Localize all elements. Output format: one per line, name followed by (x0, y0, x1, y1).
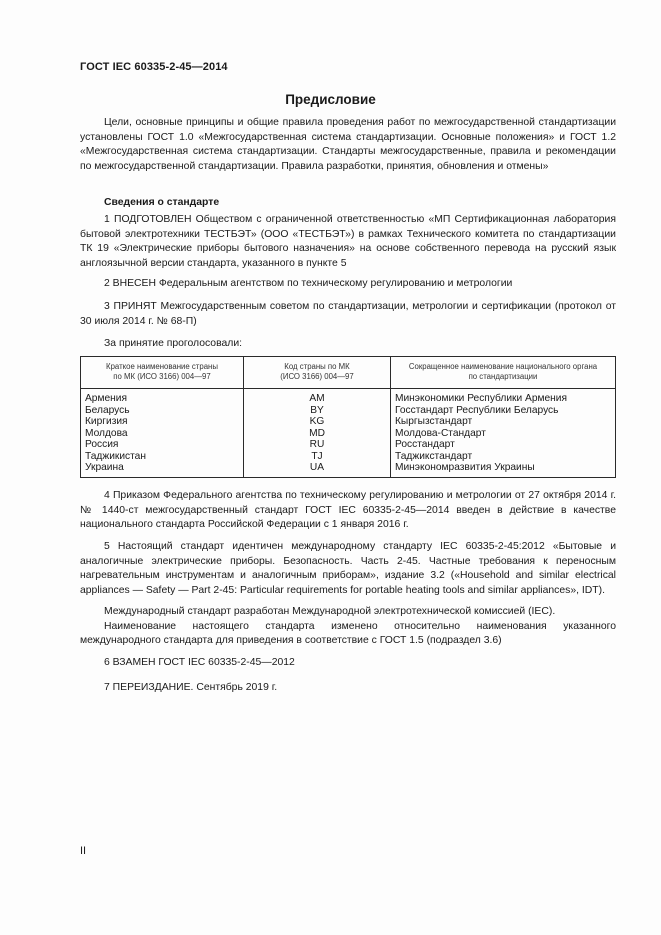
vote-table-wrapper (80, 356, 616, 478)
org-cell: Молдова-Стандарт (391, 428, 616, 440)
country-cell: Армения (81, 389, 244, 405)
section-heading-block (80, 196, 616, 211)
item-7-paragraph: 7 ПЕРЕИЗДАНИЕ. Сентябрь 2019 г. (104, 682, 278, 693)
page-number: II (80, 845, 87, 857)
code-cell: UA (244, 462, 391, 477)
country-cell: Украина (81, 462, 244, 477)
vote-table-header-row (81, 357, 616, 389)
voted-label: За принятие проголосовали: (104, 338, 243, 349)
org-cell: Госстандарт Республики Беларусь (391, 405, 616, 417)
header-code (244, 357, 391, 389)
section-heading: Сведения о стандарте (104, 197, 220, 208)
item-5a-paragraph: Международный стандарт разработан Международной электротехнической комиссией (IEC). (104, 606, 556, 617)
header-country-line-1: Краткое наименование страны (106, 362, 218, 371)
header-country-line-2: по МК (ИСО 3166) 004—97 (113, 372, 211, 381)
intro-paragraph: Цели, основные принципы и общие правила проведения работ по межгосударственной стандартизации установлены ГОСТ 1.0 «Межгосударственная система стандартизации. Основные положения» и ГОСТ 1.2 «Межгосударственная система стандартизации. Стандарты межгосударственные, правила и рекомендации по межгосударственной стандартизации. Правила разработки, принятия, обновления и отмены» (80, 117, 616, 172)
country-cell: Молдова (81, 428, 244, 440)
header-code-line-2: (ИСО 3166) 004—97 (280, 372, 354, 381)
table-row (81, 428, 616, 440)
item-4-block (80, 489, 616, 533)
item-3-block (80, 300, 616, 329)
item-7-block (80, 681, 616, 696)
header-org-line-2: по стандартизации (468, 372, 538, 381)
code-cell: RU (244, 439, 391, 451)
table-row (81, 462, 616, 477)
table-row (81, 439, 616, 451)
item-1-block (80, 213, 616, 271)
code-cell: AM (244, 389, 391, 405)
country-cell: Россия (81, 439, 244, 451)
item-2-paragraph: 2 ВНЕСЕН Федеральным агентством по техническому регулированию и метрологии (104, 278, 513, 289)
code-cell: TJ (244, 451, 391, 463)
header-org-line-1: Сокращенное наименование национального органа (408, 362, 598, 371)
item-4-paragraph: 4 Приказом Федерального агентства по техническому регулированию и метрологии от 27 октября 2014 г. № 1440-ст межгосударственный стандарт ГОСТ IEC 60335-2-45—2014 введен в действие в качестве национального стандарта Российской Федерации с 1 января 2016 г. (80, 490, 616, 531)
voted-block (80, 337, 616, 352)
table-row (81, 451, 616, 463)
table-row (81, 416, 616, 428)
item-6-block (80, 656, 616, 671)
vote-table (80, 356, 616, 478)
code-cell: BY (244, 405, 391, 417)
code-cell: MD (244, 428, 391, 440)
item-2-block (80, 277, 616, 292)
org-cell: Росстандарт (391, 439, 616, 451)
item-5-paragraph: 5 Настоящий стандарт идентичен международному стандарту IEC 60335-2-45:2012 «Бытовые и аналогичные электрические приборы. Безопасность. Часть 2-45. Частные требования к переносным нагревательным инструментам и аналогичным приборам», издание 3.2 («Household and similar electrical appliances — Safety — Part 2-45: Particular requirements for portable heating tools and similar appliances», IDT). (80, 541, 616, 596)
document-code: ГОСТ IEC 60335-2-45—2014 (80, 61, 228, 73)
intro-block (80, 116, 616, 174)
country-cell: Киргизия (81, 416, 244, 428)
item-5-block (80, 540, 616, 598)
item-5b-paragraph: Наименование настоящего стандарта изменено относительно наименования указанного международного стандарта для приведения в соответствие с ГОСТ 1.5 (подраздел 3.6) (80, 620, 616, 647)
header-code-line-1: Код страны по МК (284, 362, 350, 371)
org-cell: Минэкономразвития Украины (391, 462, 616, 477)
table-row (81, 405, 616, 417)
table-row (81, 389, 616, 405)
org-cell: Кыргызстандарт (391, 416, 616, 428)
item-5a-block (80, 605, 616, 649)
country-cell: Беларусь (81, 405, 244, 417)
item-6-paragraph: 6 ВЗАМЕН ГОСТ IEC 60335-2-45—2012 (104, 657, 295, 668)
item-1-paragraph: 1 ПОДГОТОВЛЕН Обществом с ограниченной ответственностью «МП Сертификационная лаборатория бытовой электротехники ТЕСТБЭТ» (ООО «ТЕСТБЭТ») в рамках Технического комитета по стандартизации ТК 19 «Электрические приборы бытового назначения» на основе собственного перевода на русский язык англоязычной версии стандарта, указанного в пункте 5 (80, 214, 616, 269)
org-cell: Минэкономики Республики Армения (391, 389, 616, 405)
item-3-paragraph: 3 ПРИНЯТ Межгосударственным советом по стандартизации, метрологии и сертификации (протокол от 30 июля 2014 г. № 68-П) (80, 301, 616, 327)
page-title: Предисловие (285, 92, 376, 107)
code-cell: KG (244, 416, 391, 428)
header-org (391, 357, 616, 389)
country-cell: Таджикистан (81, 451, 244, 463)
org-cell: Таджикстандарт (391, 451, 616, 463)
header-country (81, 357, 244, 389)
